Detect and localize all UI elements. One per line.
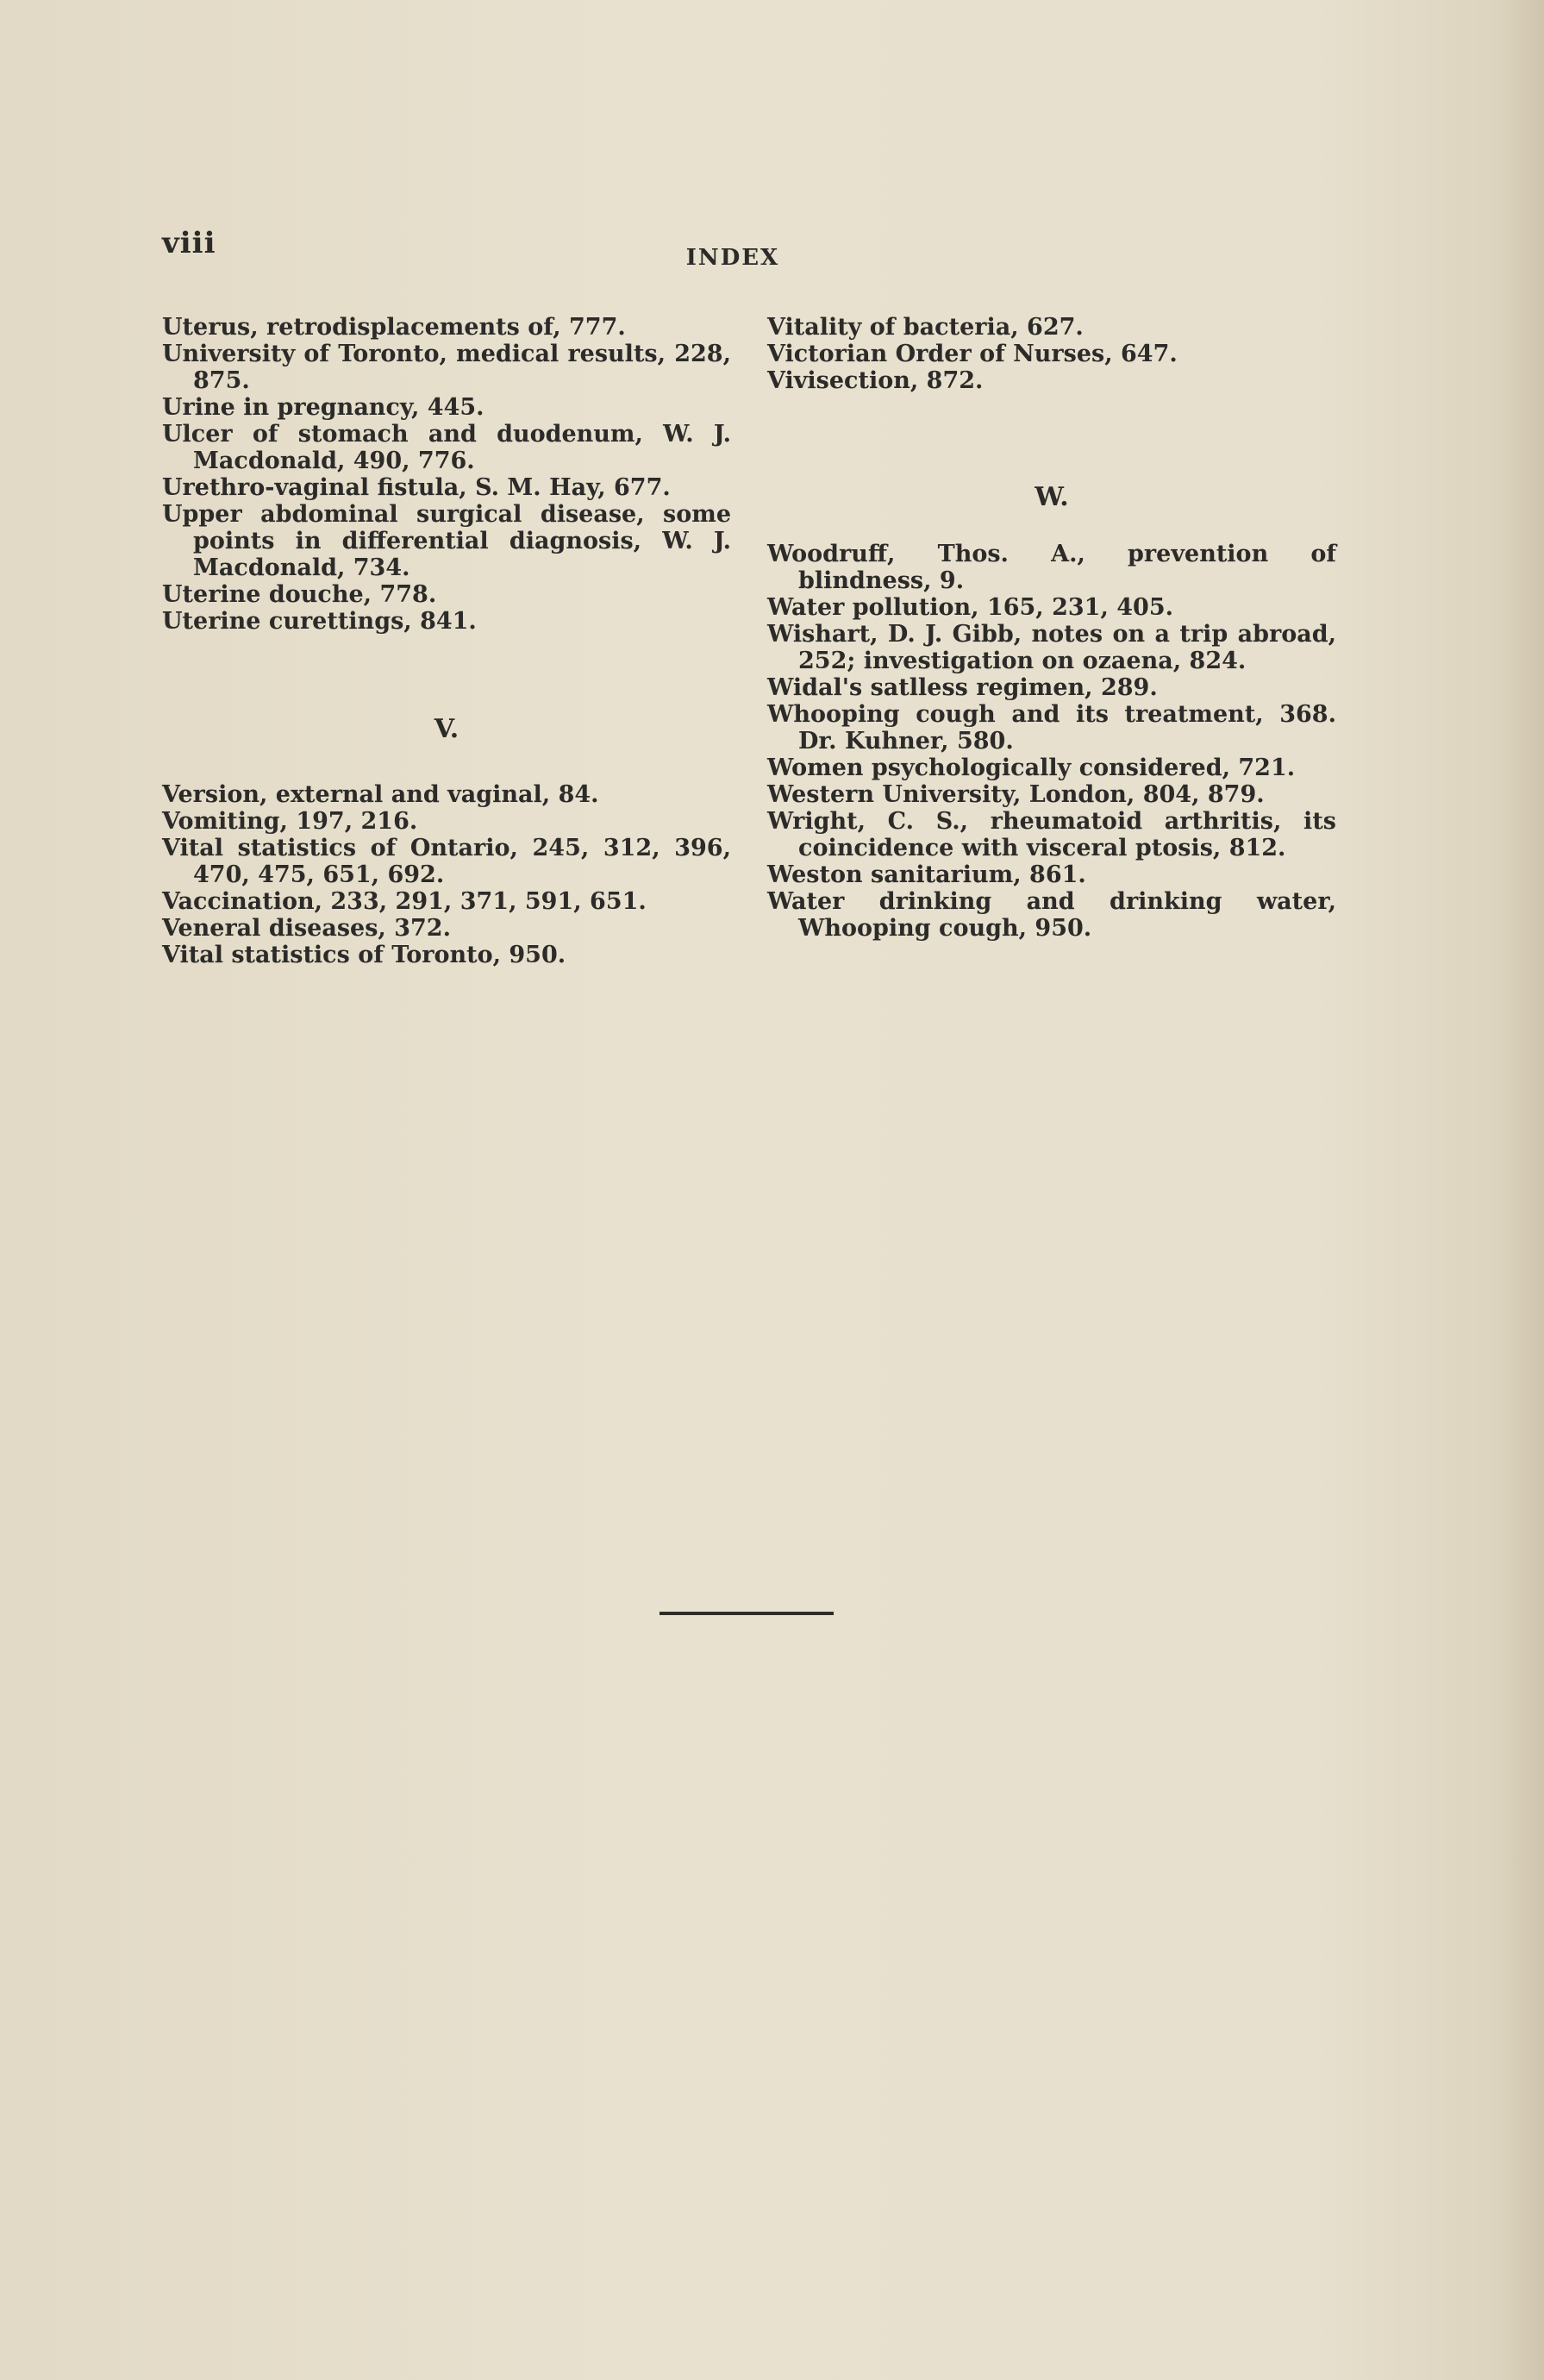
section-letter-v: V. [434,714,459,744]
index-entry: Victorian Order of Nurses, 647. [767,341,1178,367]
index-entry: Vivisection, 872. [767,367,984,394]
index-entry: Widal's satlless regimen, 289. [767,674,1158,701]
index-entry: Version, external and vaginal, 84. [162,781,599,808]
index-entry: Urethro-vaginal fistula, S. M. Hay, 677. [162,474,671,501]
index-entry: Vital statistics of Toronto, 950. [162,942,566,968]
index-entry: Veneral diseases, 372. [162,915,451,942]
index-entry: Vitality of bacteria, 627. [767,314,1084,341]
index-entry: Water pollution, 165, 231, 405. [767,594,1174,621]
index-entry: Vomiting, 197, 216. [162,808,418,835]
index-entry: Weston sanitarium, 861. [767,861,1086,888]
index-entry: Uterine douche, 778. [162,581,437,608]
left-column [162,314,731,968]
index-entry: Uterus, retrodisplacements of, 777. [162,314,626,341]
end-rule [659,1612,834,1615]
index-entry: Woodruff, Thos. A., prevention of blindness, 9. [767,541,1336,594]
section-letter-w: W. [1035,482,1069,512]
index-entry: Women psychologically considered, 721. [767,755,1296,781]
page-number: viii [162,226,216,260]
right-column [767,314,1336,942]
index-entry: Western University, London, 804, 879. [767,781,1265,808]
index-entry: University of Toronto, medical results, 228, 875. [162,341,731,394]
index-entry: Uterine curettings, 841. [162,608,477,635]
index-entry: Wright, C. S., rheumatoid arthritis, its coincidence with visceral ptosis, 812. [767,808,1336,861]
index-entry: Ulcer of stomach and duodenum, W. J. Macdonald, 490, 776. [162,421,731,474]
running-head: INDEX [685,245,780,271]
index-entry: Vital statistics of Ontario, 245, 312, 396, 470, 475, 651, 692. [162,835,731,888]
index-entry: Whooping cough and its treatment, 368. Dr. Kuhner, 580. [767,701,1336,755]
index-entry: Vaccination, 233, 291, 371, 591, 651. [162,888,647,915]
index-entry: Wishart, D. J. Gibb, notes on a trip abroad, 252; investigation on ozaena, 824. [767,621,1336,674]
index-entry: Water drinking and drinking water, Whooping cough, 950. [767,888,1336,942]
index-entry: Upper abdominal surgical disease, some points in differential diagnosis, W. J. Macdonald, 734. [162,501,731,581]
index-entry: Urine in pregnancy, 445. [162,394,484,421]
